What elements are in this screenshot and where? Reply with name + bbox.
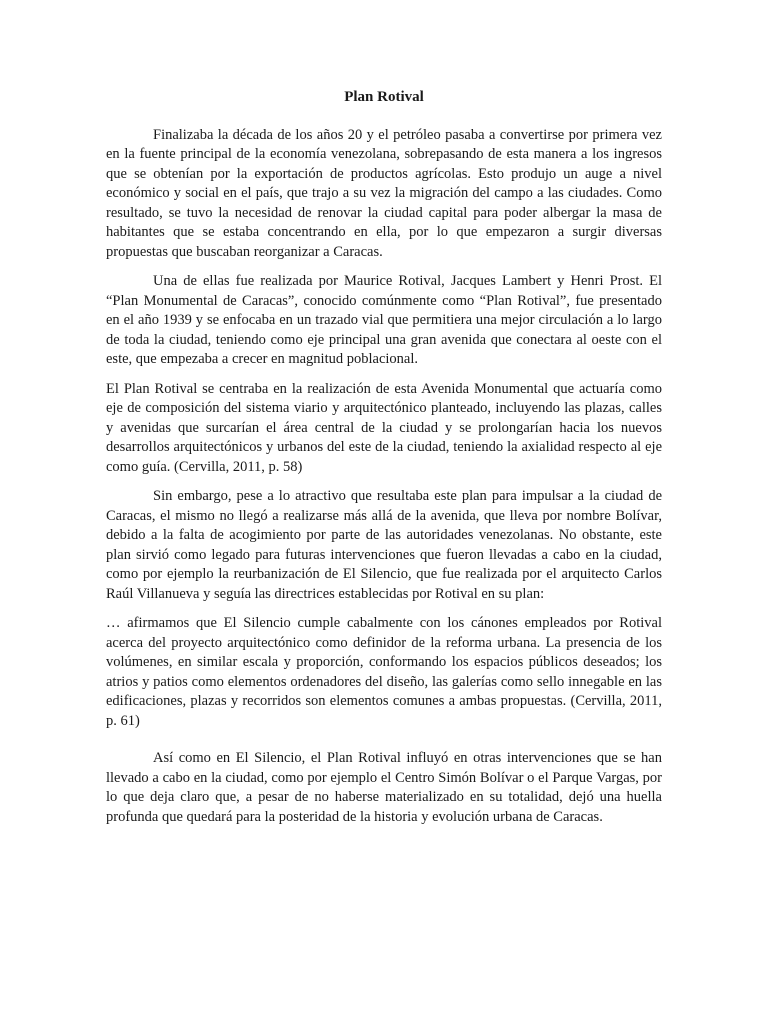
paragraph-intro: Finalizaba la década de los años 20 y el petróleo pasaba a convertirse por primera vez en la fuente principal de la economía venezolana, sobrepasando de esta manera a los ingresos que se obtenían por la exportación de productos agrícolas. Esto produjo un auge a nivel económico y social en el país, que trajo a su vez la migración del campo a las ciudades. Como resultado, se tuvo la necesidad de renovar la ciudad capital para poder albergar la masa de habitantes que se estaba concentrando en ella, por lo que empezaron a surgir diversas propuestas que buscaban reorganizar a Caracas. [106, 126, 662, 260]
document-title: Plan Rotival [344, 89, 424, 105]
paragraph-avenida-monumental: El Plan Rotival se centraba en la realización de esta Avenida Monumental que actuaría como eje de composición del sistema viario y arquitectónico planteado, incluyendo las plazas, calles y avenidas que surcarían el área central de la ciudad y se prolongarían hacia los nuevos desarrollos arquitectónicos y urbanos del este de la ciudad, teniendo la axialidad respecto al eje como guía. (Cervilla, 2011, p. 58) [106, 380, 662, 475]
paragraph-sin-embargo: Sin embargo, pese a lo atractivo que resultaba este plan para impulsar a la ciudad de Caracas, el mismo no llegó a realizarse más allá de la avenida, que lleva por nombre Bolívar, debido a la falta de acogimiento por parte de las autoridades venezolanas. No obstante, este plan sirvió como legado para futuras intervenciones que fueron llevadas a cabo en la ciudad, como por ejemplo la reurbanización de El Silencio, que fue realizada por el arquitecto Carlos Raúl Villanueva y seguía las directrices establecidas por Rotival en su plan: [106, 488, 662, 602]
block-quote: … afirmamos que El Silencio cumple cabalmente con los cánones empleados por Rotival acerca del proyecto arquitectónico como definidor de la reforma urbana. La presencia de los volúmenes, en similar escala y proporción, conformando los espacios públicos deseados; los atrios y patios como elementos ordenadores del diseño, las galerías como sello innegable en las edificaciones, plazas y recorridos son elementos comunes a ambas propuestas. (Cervilla, 2011, p. 61) [106, 615, 662, 729]
paragraph-plan-monumental: Una de ellas fue realizada por Maurice Rotival, Jacques Lambert y Henri Prost. El “Plan Monumental de Caracas”, conocido comúnmente como “Plan Rotival”, fue presentado en el año 1939 y se enfocaba en un trazado vial que permitiera una mejor circulación a lo largo de toda la ciudad, teniendo como eje principal una gran avenida que conectara al oeste con el este, que empezaba a crecer en magnitud poblacional. [106, 273, 662, 367]
paragraph-conclusion: Así como en El Silencio, el Plan Rotival influyó en otras intervenciones que se han llevado a cabo en la ciudad, como por ejemplo el Centro Simón Bolívar o el Parque Vargas, por lo que deja claro que, a pesar de no haberse materializado en su totalidad, dejó una huella profunda que quedará para la posteridad de la historia y evolución urbana de Caracas. [106, 750, 662, 825]
